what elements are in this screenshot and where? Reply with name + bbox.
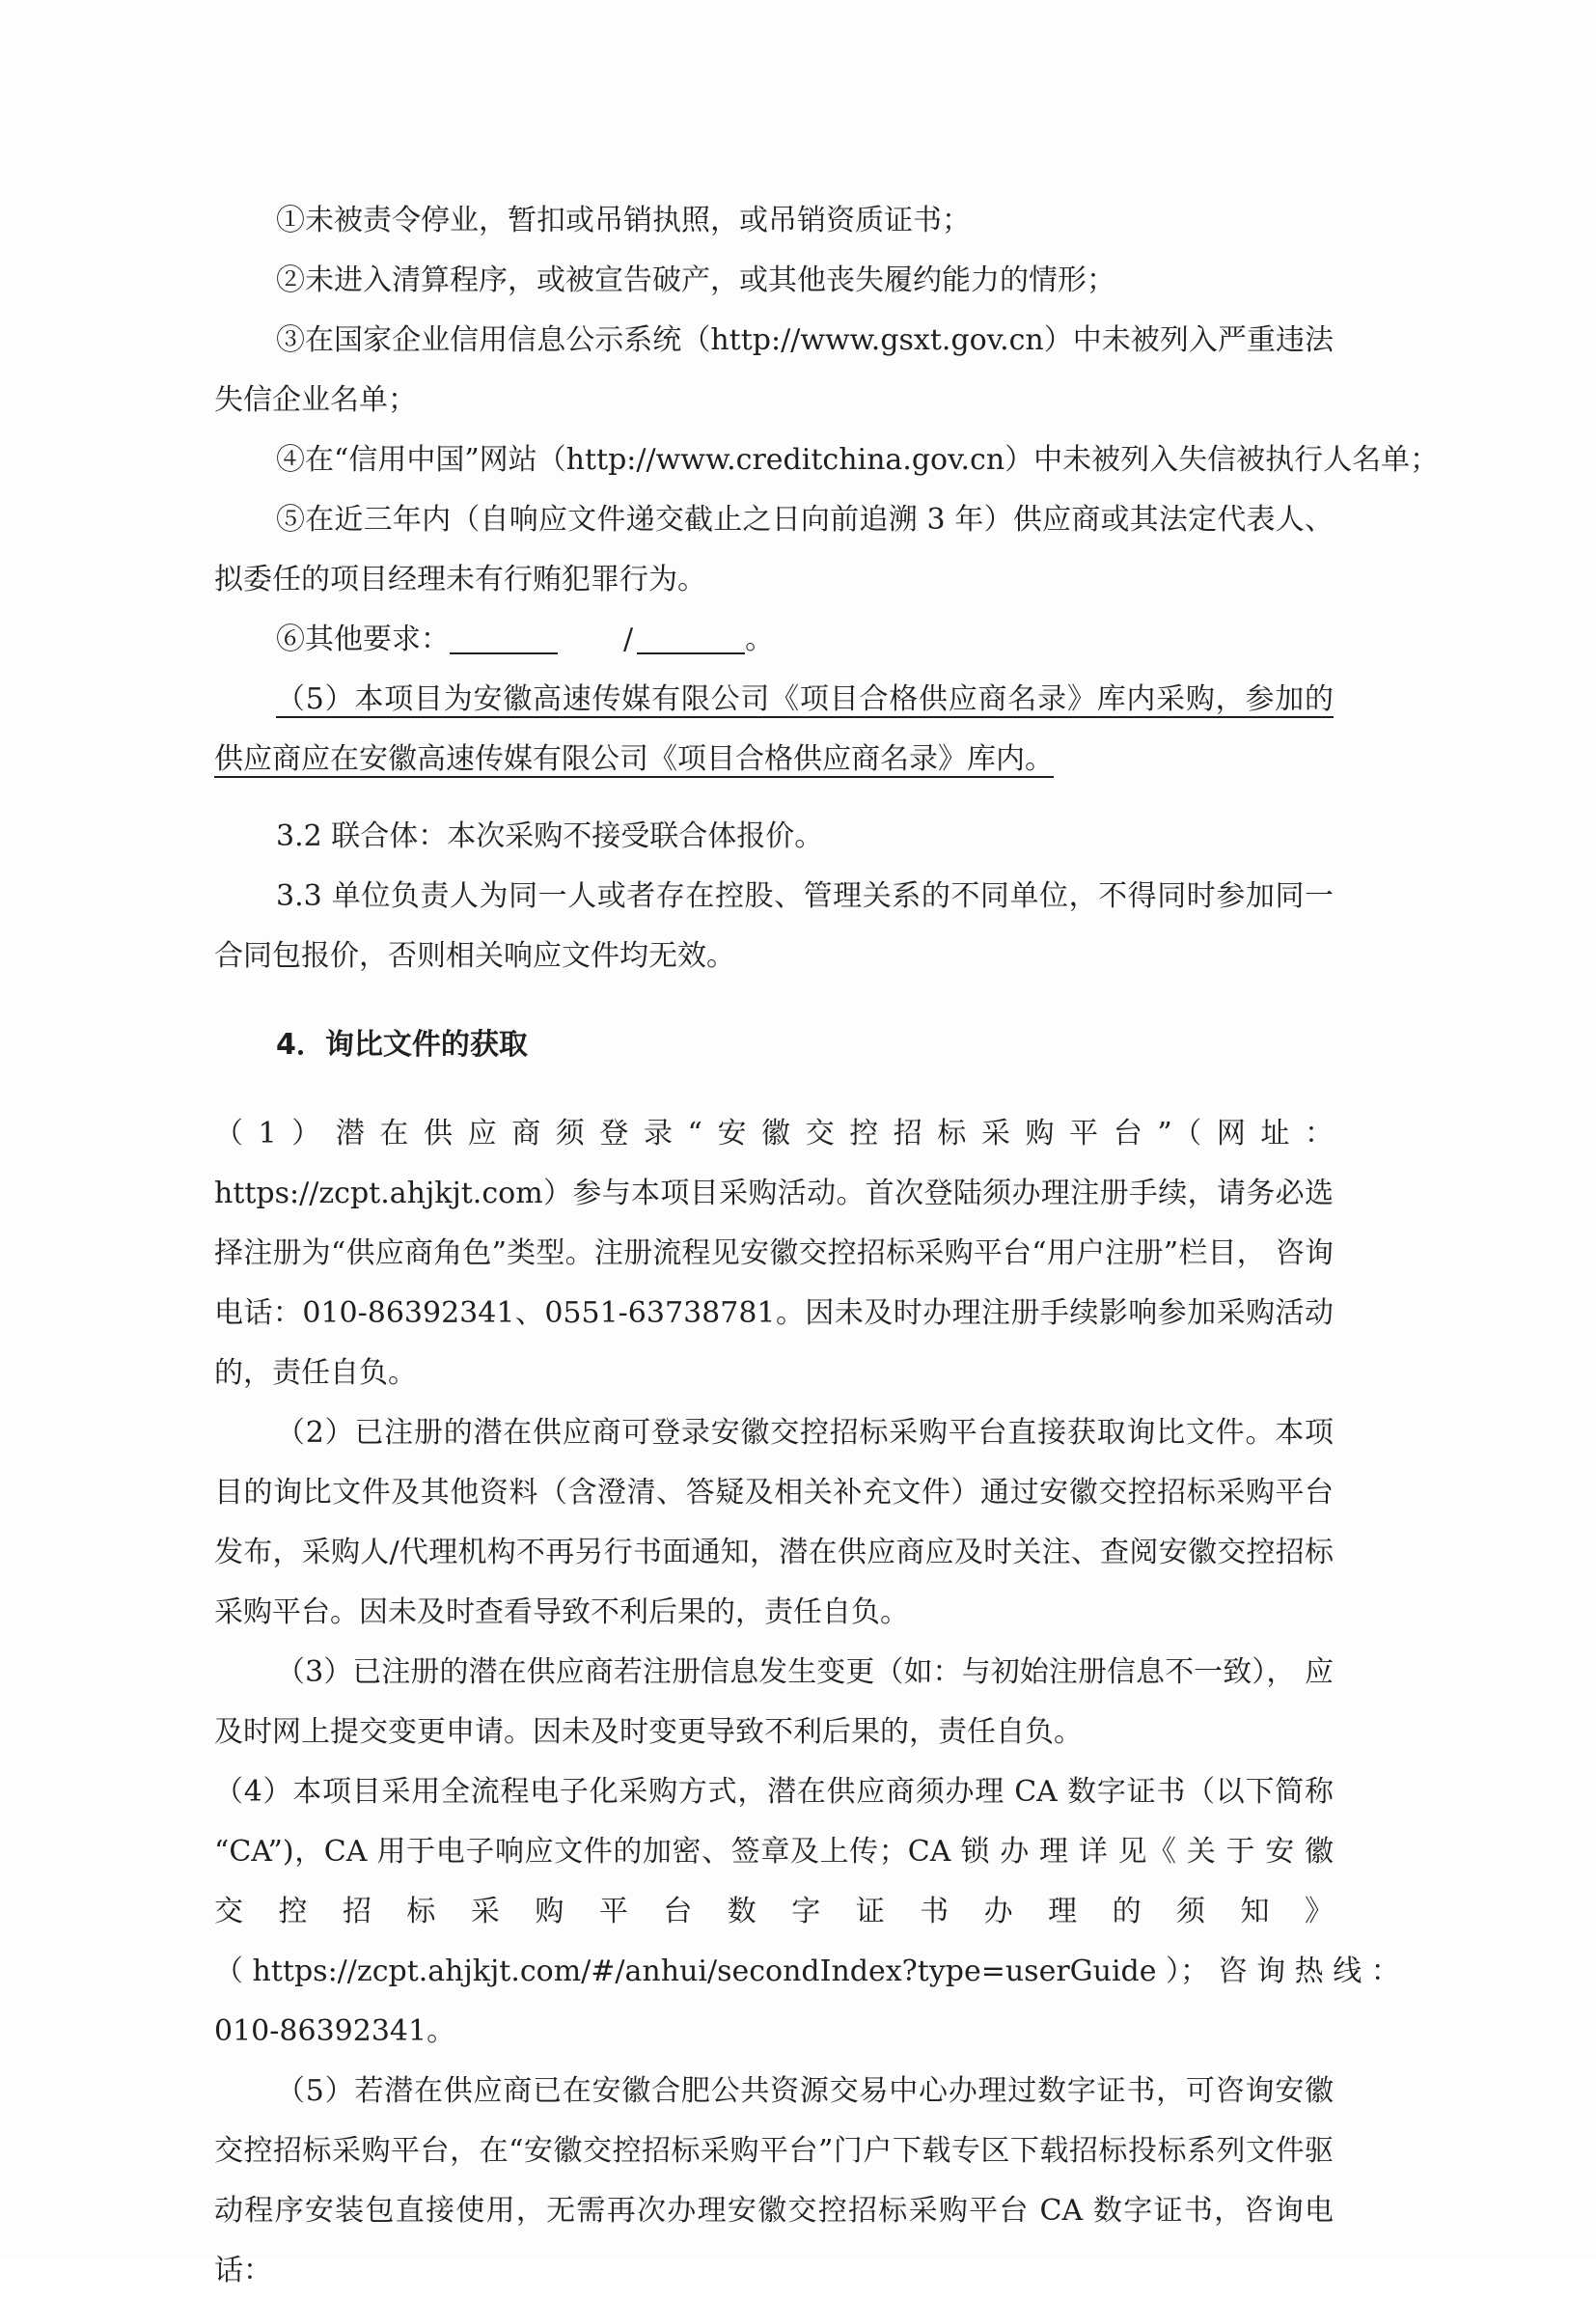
requirement-item-3: ③在国家企业信用信息公示系统（http://www.gsxt.gov.cn）中未被列入严重违法失信企业名单； xyxy=(214,323,1334,417)
para-1-line-1: （1）潜在供应商须登录“安徽交控招标采购平台”（网址： xyxy=(214,1117,1334,1150)
item6-prefix: ⑥其他要求： xyxy=(276,623,450,656)
para-4-line-5: 010-86392341。 xyxy=(214,2014,456,2048)
spacer xyxy=(214,790,1334,807)
document-body xyxy=(214,191,1440,2301)
para-4-line-4: （ https://zcpt.ahjkjt.com/#/anhui/secondIndex?type=userGuide ）； 咨 询 热 线 ： xyxy=(214,1954,1400,1988)
requirement-item-4: ④在“信用中国”网站（http://www.creditchina.gov.cn）中未被列入失信被执行人名单； xyxy=(276,443,1440,477)
requirement-item-6 xyxy=(214,610,1334,670)
para-3: （3）已注册的潜在供应商若注册信息发生变更（如：与初始注册信息不一致）， 应及时网上提交变更申请。因未及时变更导致不利后果的，责任自负。 xyxy=(214,1655,1334,1749)
underlined-requirement-5: （5）本项目为安徽高速传媒有限公司《项目合格供应商名录》库内采购，参加的供应商应在安徽高速传媒有限公司《项目合格供应商名录》库内。 xyxy=(214,682,1334,776)
section-4-heading: 4．询比文件的获取 xyxy=(276,1028,528,1062)
section-3-2: 3.2 联合体：本次采购不接受联合体报价。 xyxy=(276,819,824,853)
para-4-line-2: “CA”)，CA 用于电子响应文件的加密、签章及上传；CA 锁 办 理 详 见《 关 于 安 徽 xyxy=(214,1835,1334,1869)
requirement-item-5: ⑤在近三年内（自响应文件递交截止之日向前追溯 3 年）供应商或其法定代表人、拟委任的项目经理未有行贿犯罪行为。 xyxy=(214,503,1334,596)
requirement-item-1: ①未被责令停业，暂扣或吊销执照，或吊销资质证书； xyxy=(276,204,971,237)
item6-slash: / xyxy=(623,623,634,656)
section-3-3: 3.3 单位负责人为同一人或者存在控股、管理关系的不同单位，不得同时参加同一合同包报价，否则相关响应文件均无效。 xyxy=(214,879,1334,973)
para-2: （2）已注册的潜在供应商可登录安徽交控招标采购平台直接获取询比文件。本项目的询比文件及其他资料（含澄清、答疑及相关补充文件）通过安徽交控招标采购平台发布，采购人/代理机构不再另行书面通知，潜在供应商应及时关注、查阅安徽交控招标采购平台。因未及时查看导致不利后果的，责任自负。 xyxy=(214,1416,1334,1629)
blank-line-right xyxy=(637,624,745,654)
para-4-line-3: 交 控 招 标 采 购 平 台 数 字 证 书 办 理 的 须 知 》 xyxy=(214,1895,1334,1928)
para-4-line-1: （4）本项目采用全流程电子化采购方式，潜在供应商须办理 CA 数字证书（以下简称 xyxy=(214,1775,1334,1809)
para-5: （5）若潜在供应商已在安徽合肥公共资源交易中心办理过数字证书，可咨询安徽交控招标采购平台，在“安徽交控招标采购平台”门户下载专区下载招标投标系列文件驱动程序安装包直接使用，无需再次办理安徽交控招标采购平台 CA 数字证书，咨询电话： xyxy=(214,2074,1334,2287)
item6-suffix: 。 xyxy=(745,623,775,656)
blank-line-left xyxy=(450,624,558,654)
para-1-rest: https://zcpt.ahjkjt.com）参与本项目采购活动。首次登陆须办理注册手续，请务必选择注册为“供应商角色”类型。注册流程见安徽交控招标采购平台“用户注册”栏目， 咨询电话：010-86392341、0551-63738781。因未及时办理注册手续影响参加采购活动的，责任自负。 xyxy=(214,1177,1334,1390)
requirement-item-2: ②未进入清算程序，或被宣告破产，或其他丧失履约能力的情形； xyxy=(276,263,1115,297)
